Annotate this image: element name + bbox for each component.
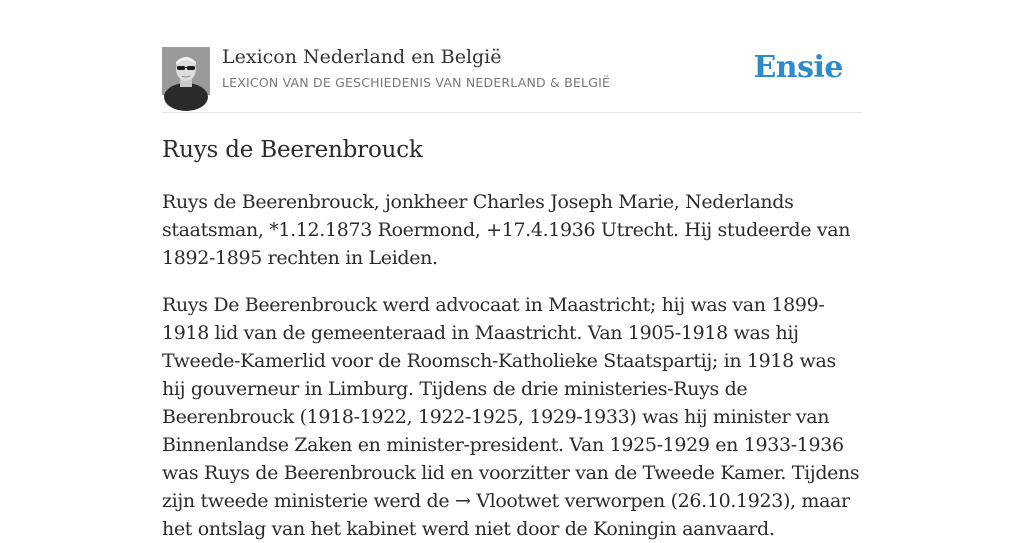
page xyxy=(162,0,862,543)
article-title: Ruys de Beerenbrouck xyxy=(162,137,423,163)
paragraph-2-text-before: Ruys De Beerenbrouck werd advocaat in Maastricht; hij was van 1899-1918 lid van de gemeenteraad in Maastricht. Van 1905-1918 was hij Tweede-Kamerlid voor de Roomsch-Katholieke Staatspartij; in 1918 was hij gouverneur in Limburg. Tijdens de drie ministeries-Ruys de Beerenbrouck (1918-1922, 1922-1925, 1929-1933) was hij minister van Binnenlandse Zaken en minister-president. Van 1925-1929 en 1933-1936 was Ruys de Beerenbrouck lid en voorzitter van de Tweede Kamer. Tijdens zijn tweede ministerie werd de xyxy=(162,294,860,512)
article-paragraph-1: Ruys de Beerenbrouck, jonkheer Charles Joseph Marie, Nederlands staatsman, *1.12.1873 Roermond, +17.4.1936 Utrecht. Hij studeerde van 1892-1895 rechten in Leiden. xyxy=(162,191,851,269)
paragraph-2-text-after: verworpen (26.10.1923), maar het ontslag van het kabinet werd niet door de Koningin aanvaard. xyxy=(162,490,850,540)
ensie-logo[interactable]: Ensie xyxy=(753,50,843,85)
site-title-link[interactable]: Lexicon Nederland en België xyxy=(222,46,502,68)
site-header xyxy=(162,0,862,113)
person-avatar-icon[interactable] xyxy=(162,47,210,95)
vlootwet-crossref-link[interactable]: → Vlootwet xyxy=(454,490,559,512)
article-body xyxy=(162,188,862,543)
article-paragraph-2 xyxy=(162,291,862,543)
site-subtitle: LEXICON VAN DE GESCHIEDENIS VAN NEDERLAND & BELGIË xyxy=(222,75,611,90)
